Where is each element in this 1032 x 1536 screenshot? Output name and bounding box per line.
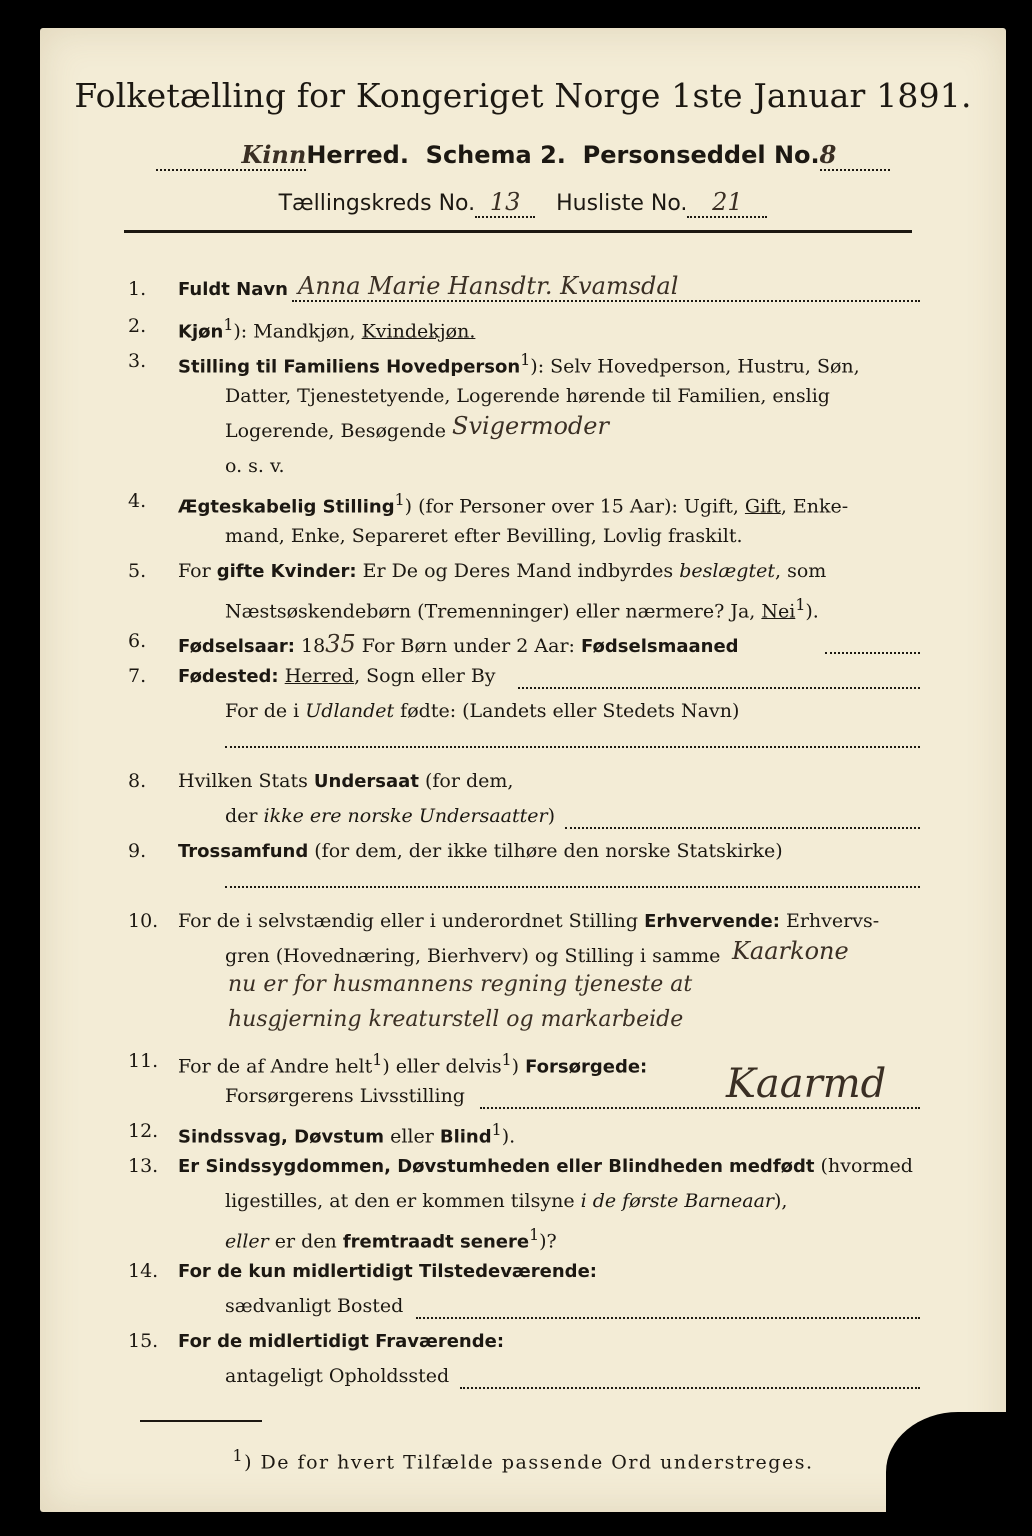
husliste-label: Husliste No.	[556, 191, 688, 216]
item-3-line2: Datter, Tjenestetyende, Logerende hørende til Familien, enslig	[225, 385, 830, 407]
item-11-number: 11.	[128, 1050, 159, 1072]
item-5-line1: For gifte Kvinder: Er De og Deres Mand indbyrdes beslægtet, som	[178, 560, 827, 582]
item-11-line1: For de af Andre helt$^1$) eller delvis$^1$) Forsørgede:	[178, 1050, 648, 1078]
item-9-number: 9.	[128, 840, 147, 862]
item-15-line1	[178, 1330, 504, 1353]
item-1-value: Anna Marie Hansdtr. Kvamsdal	[298, 272, 679, 300]
item-14-number: 14.	[128, 1260, 159, 1282]
item-6-value: 35	[325, 630, 356, 658]
item-11-line2: Forsørgerens Livsstilling	[225, 1085, 465, 1107]
taellingskreds-label: Tællingskreds No.	[278, 191, 476, 216]
item-4-line2: mand, Enke, Separeret efter Bevilling, Lovlig fraskilt.	[225, 525, 743, 547]
item-13-label: Er Sindssygdommen, Døvstumheden eller Blindheden	[178, 1156, 723, 1177]
item-3-value: Svigermoder	[452, 412, 609, 440]
item-9: Trossamfund (for dem, der ikke tilhøre den norske Statskirke)	[178, 840, 783, 862]
item-12: Sindssvag, Døvstum eller Blind$^1$).	[178, 1120, 516, 1148]
item-5-label: gifte Kvinder:	[216, 561, 357, 582]
herred-label: Herred.	[306, 141, 409, 169]
herred-value: Kinn	[241, 140, 307, 169]
item-3-line4: o. s. v.	[225, 455, 285, 477]
item-12-number: 12.	[128, 1120, 159, 1142]
item-6: Fødselsaar: 1835 For Børn under 2 Aar: Fødselsmaaned	[178, 630, 739, 658]
item-14-label: For de kun midlertidigt Tilstedeværende:	[178, 1261, 597, 1282]
footnote: $^1$) De for hvert Tilfælde passende Ord understreges.	[232, 1446, 814, 1474]
item-14-line2: sædvanligt Bosted	[225, 1295, 404, 1317]
item-6-label: Fødselsaar:	[178, 636, 295, 657]
item-4-label: Ægteskabelig Stilling	[178, 496, 395, 518]
item-2: Kjøn$^1$): Mandkjøn, Kvindekjøn.	[178, 315, 476, 343]
item-5-number: 5.	[128, 560, 147, 582]
herred-line	[40, 140, 1006, 171]
header-rule	[124, 230, 912, 233]
item-10-number: 10.	[128, 910, 159, 932]
item-13-line1: Er Sindssygdommen, Døvstumheden eller Blindheden medfødt (hvormed	[178, 1155, 913, 1177]
item-10-value-2: nu er for husmannens regning tjeneste at	[228, 972, 693, 997]
item-8-line1: Hvilken Stats Undersaat (for dem,	[178, 770, 514, 792]
item-8-line2: der ikke ere norske Undersaatter)	[225, 805, 555, 827]
item-1-number: 1.	[128, 278, 147, 300]
item-2-label: Kjøn	[178, 321, 224, 343]
item-1-label: Fuldt Navn	[178, 279, 288, 300]
taellingskreds-line	[40, 188, 1006, 218]
item-10-line2: gren (Hovednæring, Bierhverv) og Stilling i samme	[225, 945, 721, 967]
husliste-value: 21	[712, 188, 743, 216]
item-10-label: Erhvervende:	[644, 911, 780, 932]
item-15-label: For de midlertidigt Fraværende:	[178, 1331, 505, 1352]
item-10-value-3: husgjerning kreaturstell og markarbeide	[228, 1007, 684, 1032]
item-2-number: 2.	[128, 315, 147, 337]
item-13-number: 13.	[128, 1155, 159, 1177]
item-10-line1: For de i selvstændig eller i underordnet Stilling Erhvervende: Erhvervs-	[178, 910, 880, 932]
item-7-line1: Fødested: Herred, Sogn eller By	[178, 665, 496, 687]
item-6-number: 6.	[128, 630, 147, 652]
item-5-line2: Næstsøskendebørn (Tremenninger) eller nærmere? Ja, Nei$^1$).	[225, 595, 819, 623]
form-title: Folketælling for Kongeriget Norge 1ste Januar 1891.	[74, 76, 972, 115]
item-3-number: 3.	[128, 350, 147, 372]
item-3-line3: Logerende, Besøgende	[225, 420, 446, 442]
ink-blot	[886, 1412, 1006, 1512]
item-13-line3: eller er den fremtraadt senere$^1$)?	[225, 1225, 557, 1253]
item-4-line1: Ægteskabelig Stilling$^1$) (for Personer over 15 Aar): Ugift, Gift, Enke-	[178, 490, 849, 518]
census-form	[40, 28, 1006, 1512]
personseddel-label: Personseddel No.	[582, 141, 820, 169]
item-14-line1	[178, 1260, 597, 1283]
item-1	[178, 278, 288, 301]
personseddel-value: 8	[819, 140, 837, 169]
item-13-line2: ligestilles, at den er kommen tilsyne i de første Barneaar),	[225, 1190, 788, 1212]
item-1-dotline	[292, 300, 920, 302]
item-8-number: 8.	[128, 770, 147, 792]
item-15-line2: antageligt Opholdssted	[225, 1365, 450, 1387]
item-11-value: Kaarmd	[726, 1061, 887, 1107]
item-4-number: 4.	[128, 490, 147, 512]
item-7-number: 7.	[128, 665, 147, 687]
footnote-rule	[140, 1420, 262, 1422]
item-3-label: Stilling til Familiens Hovedperson	[178, 356, 521, 378]
item-2-underlined: Kvindekjøn.	[361, 320, 476, 343]
item-6-dotline	[825, 652, 920, 654]
item-15-number: 15.	[128, 1330, 159, 1352]
taellingskreds-value: 13	[489, 188, 521, 216]
item-12-label: Sindssvag, Døvstum	[178, 1126, 385, 1148]
item-9-label: Trossamfund	[178, 841, 309, 862]
item-7-label: Fødested:	[178, 666, 279, 687]
item-11-label: Forsørgede:	[525, 1056, 648, 1078]
item-8-label: Undersaat	[313, 771, 419, 792]
item-7-line2: For de i Udlandet fødte: (Landets eller Stedets Navn)	[225, 700, 740, 722]
item-10-value-1: Kaarkone	[732, 937, 849, 965]
item-3-line1: Stilling til Familiens Hovedperson$^1$): Selv Hovedperson, Hustru, Søn,	[178, 350, 860, 378]
schema-label: Schema 2.	[425, 141, 566, 169]
